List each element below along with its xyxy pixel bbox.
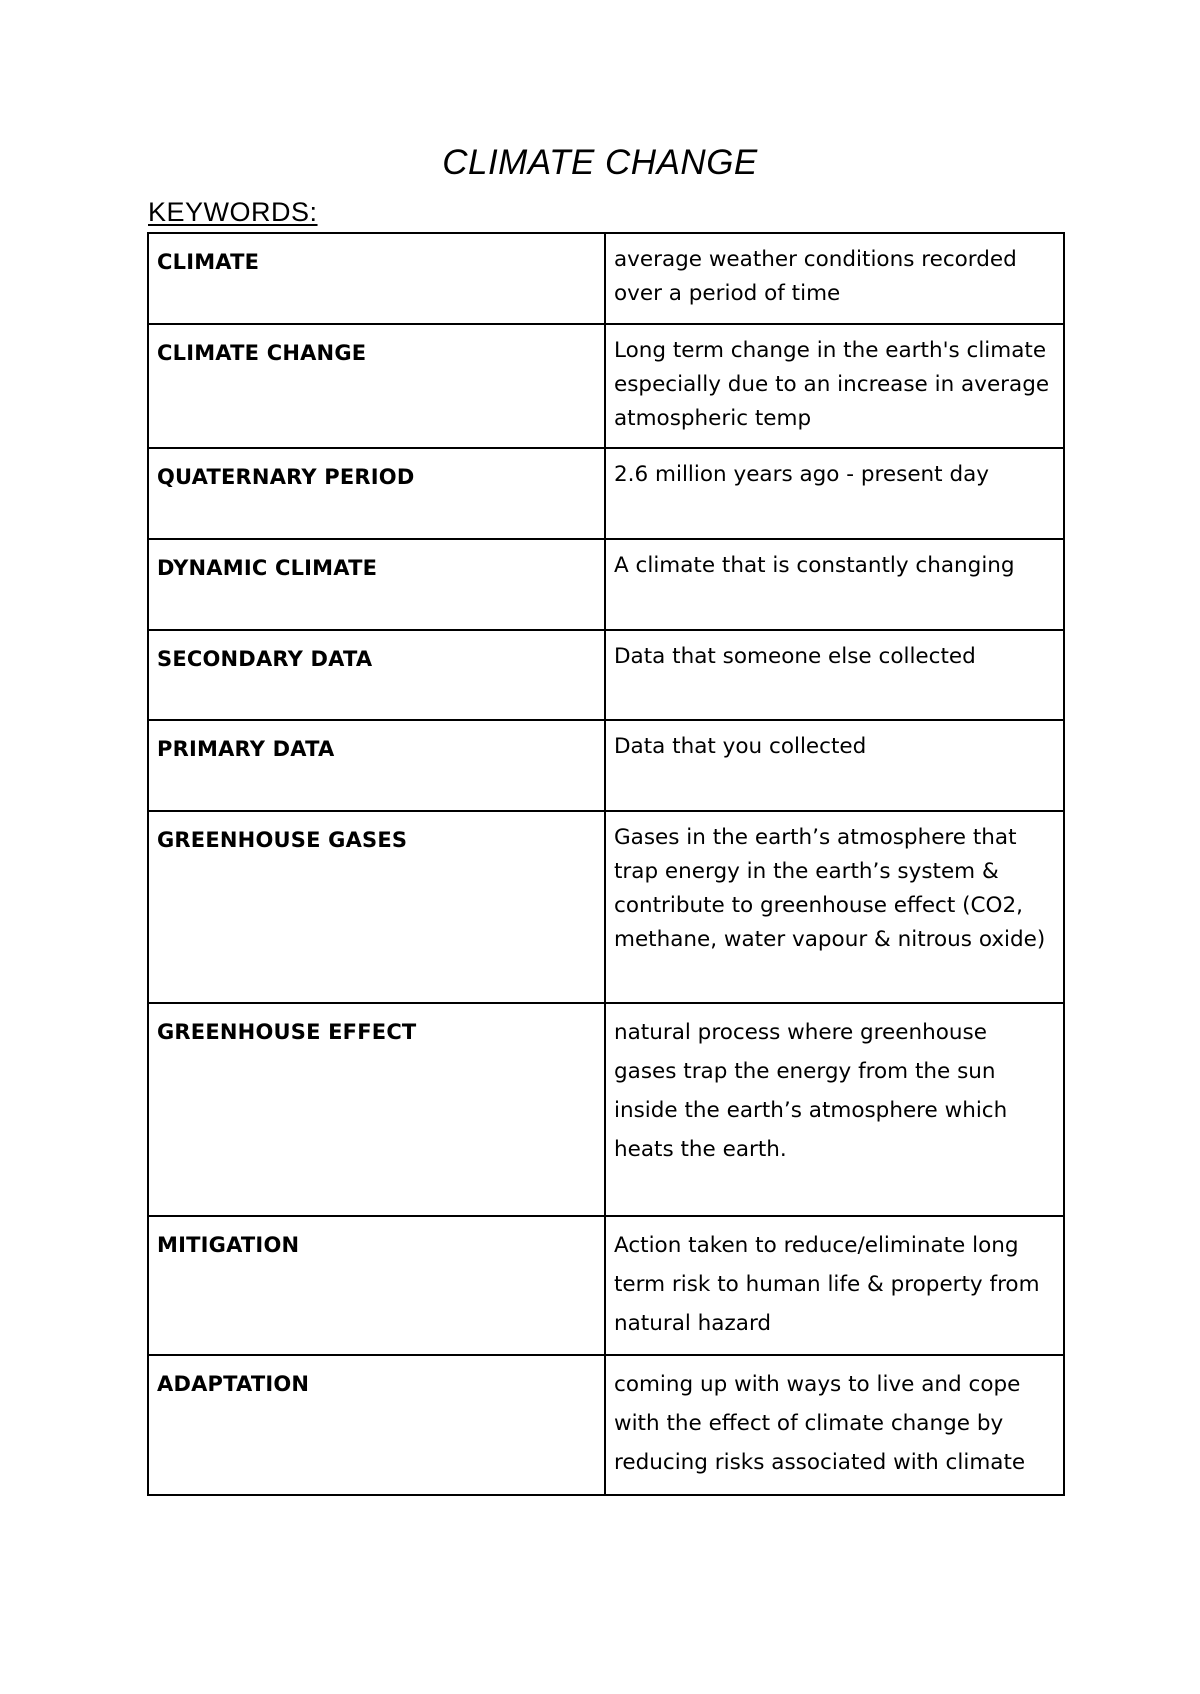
term-cell: QUATERNARY PERIOD [148,448,605,539]
term-cell: CLIMATE [148,233,605,324]
table-row [148,1216,1064,1355]
table-row [148,448,1064,539]
table-row [148,720,1064,811]
definition-cell: average weather conditions recorded over a period of time [605,233,1064,324]
definition-cell: Data that you collected [605,720,1064,811]
keywords-table [147,232,1065,1496]
term-cell: MITIGATION [148,1216,605,1355]
table-row [148,1003,1064,1216]
table-row [148,539,1064,630]
table-row [148,630,1064,720]
term-cell: GREENHOUSE GASES [148,811,605,1003]
table-row [148,233,1064,324]
definition-cell: Action taken to reduce/eliminate long term risk to human life & property from natural hazard [605,1216,1064,1355]
definition-cell: coming up with ways to live and cope with the effect of climate change by reducing risks associated with climate [605,1355,1064,1495]
term-cell: DYNAMIC CLIMATE [148,539,605,630]
table-row [148,324,1064,448]
definition-cell: Long term change in the earth's climate especially due to an increase in average atmospheric temp [605,324,1064,448]
definition-cell: Data that someone else collected [605,630,1064,720]
keywords-heading: KEYWORDS: [148,197,318,227]
term-cell: CLIMATE CHANGE [148,324,605,448]
page-title: CLIMATE CHANGE [442,143,758,182]
definition-cell: Gases in the earth’s atmosphere that trap energy in the earth’s system & contribute to greenhouse effect (CO2, methane, water vapour & nitrous oxide) [605,811,1064,1003]
term-cell: SECONDARY DATA [148,630,605,720]
table-row [148,1355,1064,1495]
definition-cell: natural process where greenhouse gases trap the energy from the sun inside the earth’s atmosphere which heats the earth. [605,1003,1064,1216]
term-cell: PRIMARY DATA [148,720,605,811]
term-cell: ADAPTATION [148,1355,605,1495]
definition-cell: A climate that is constantly changing [605,539,1064,630]
table-row [148,811,1064,1003]
term-cell: GREENHOUSE EFFECT [148,1003,605,1216]
definition-cell: 2.6 million years ago - present day [605,448,1064,539]
